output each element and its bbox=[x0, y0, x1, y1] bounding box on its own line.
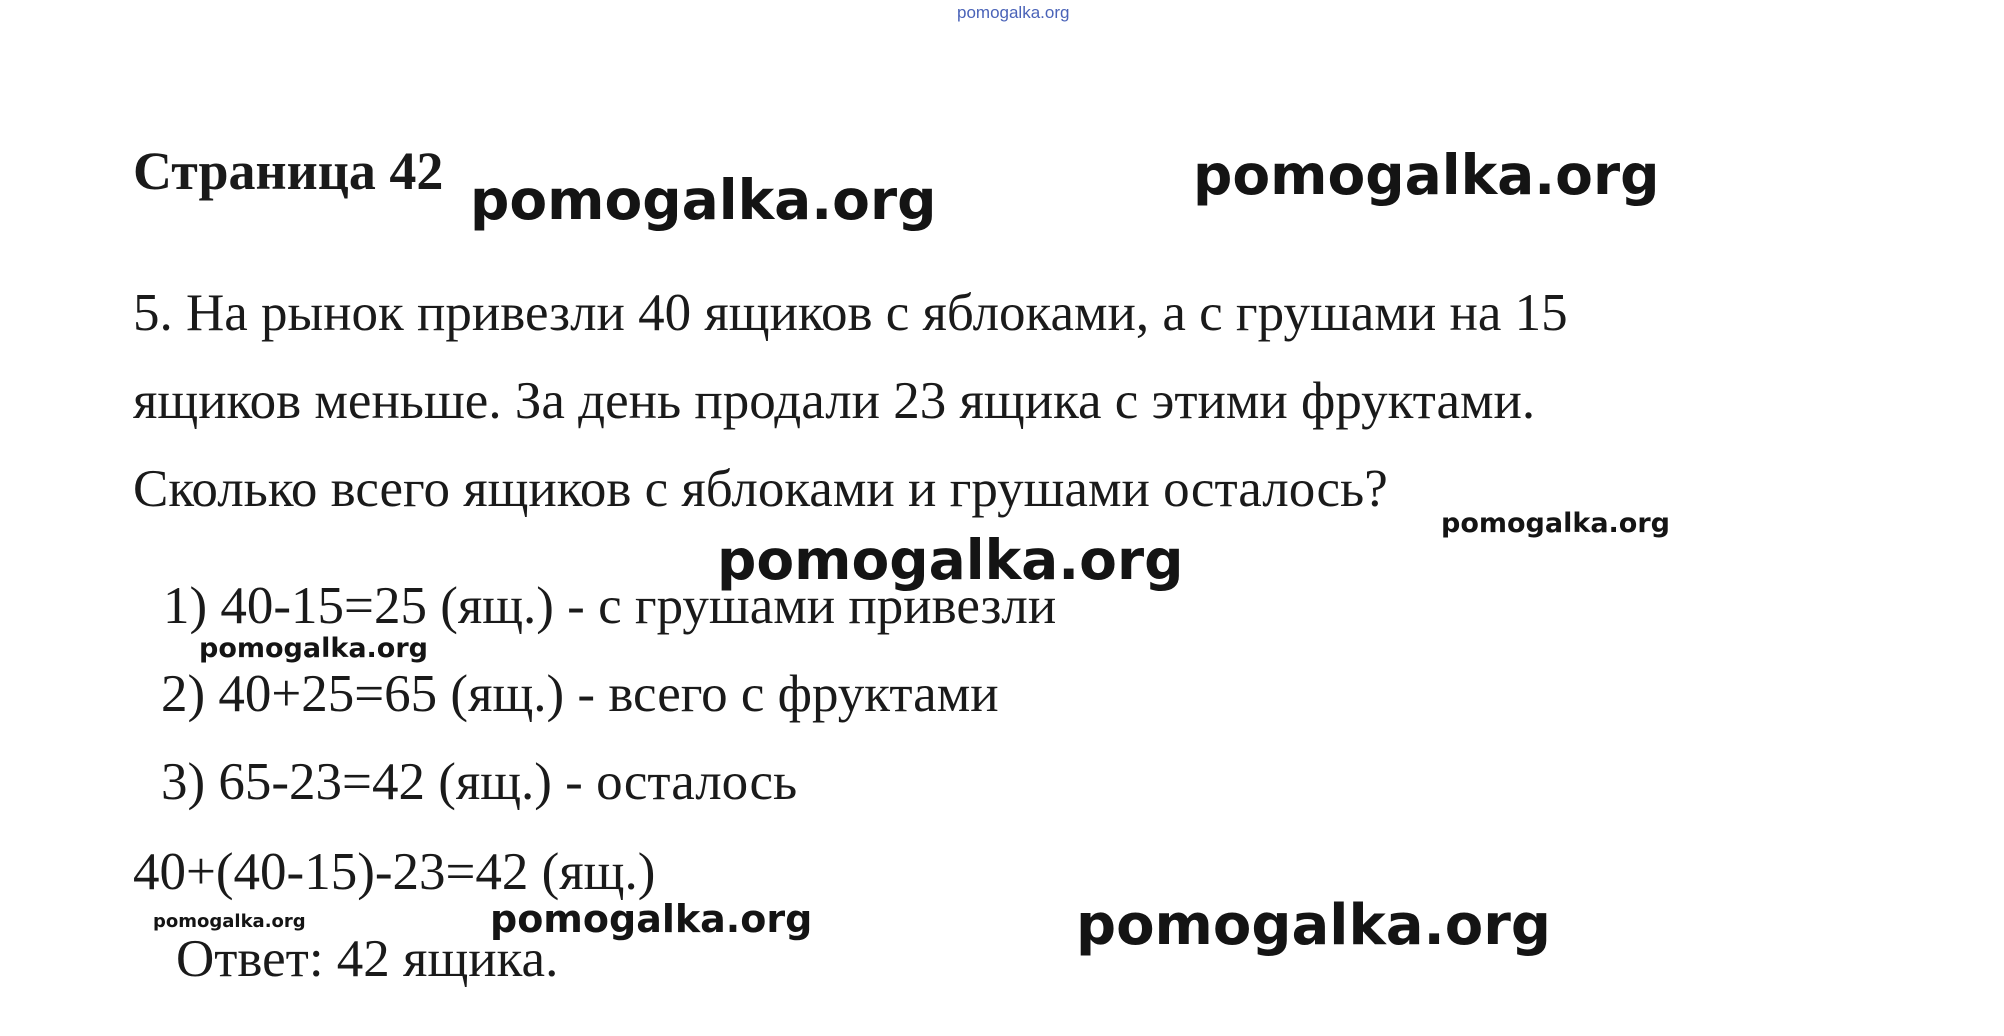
problem-line-3: Сколько всего ящиков с яблоками и грушами осталось? bbox=[133, 460, 1388, 518]
watermark: pomogalka.org bbox=[717, 528, 1184, 592]
watermark: pomogalka.org bbox=[1076, 893, 1551, 958]
page-heading: Страница 42 bbox=[133, 141, 444, 201]
solution-step-2: 2) 40+25=65 (ящ.) - всего с фруктами bbox=[161, 665, 999, 723]
site-link[interactable]: pomogalka.org bbox=[957, 3, 1070, 22]
watermark: pomogalka.org bbox=[153, 911, 306, 932]
watermark: pomogalka.org bbox=[199, 633, 428, 664]
answer-line: Ответ: 42 ящика. bbox=[176, 930, 559, 988]
watermark: pomogalka.org bbox=[1441, 508, 1670, 539]
solution-expression: 40+(40-15)-23=42 (ящ.) bbox=[133, 843, 656, 901]
watermark: pomogalka.org bbox=[1193, 143, 1660, 207]
problem-line-2: ящиков меньше. За день продали 23 ящика с этими фруктами. bbox=[133, 372, 1536, 430]
solution-step-3: 3) 65-23=42 (ящ.) - осталось bbox=[161, 753, 798, 811]
solution-step-1: 1) 40-15=25 (ящ.) - с грушами привезли bbox=[163, 577, 1057, 635]
watermark: pomogalka.org bbox=[490, 897, 813, 941]
problem-line-1: 5. На рынок привезли 40 ящиков с яблоками, а с грушами на 15 bbox=[133, 284, 1568, 342]
watermark: pomogalka.org bbox=[470, 168, 937, 232]
